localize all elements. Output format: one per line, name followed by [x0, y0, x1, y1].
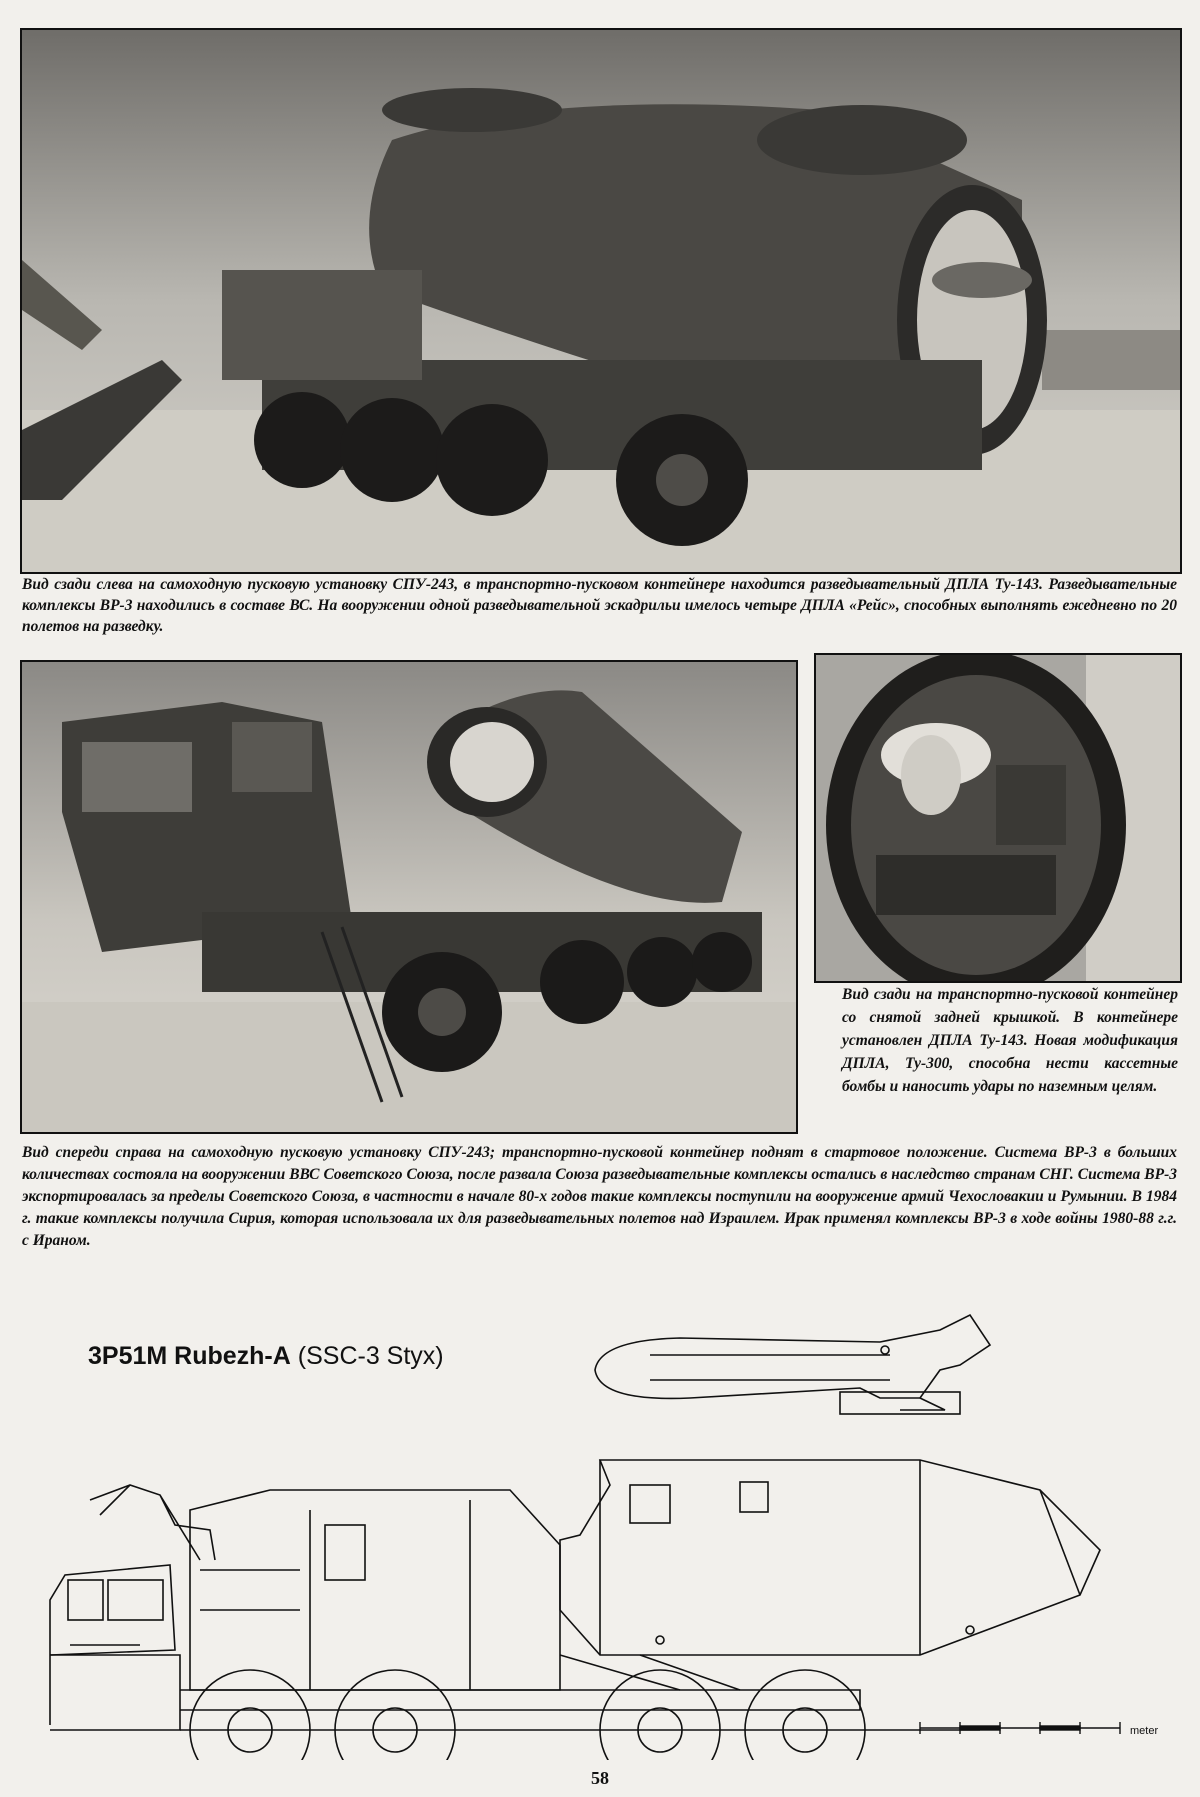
diagram-title-designation: 3P51M Rubezh-A: [88, 1342, 291, 1370]
photo-launcher-rear-left: [20, 28, 1182, 574]
caption-rear-left-view: Вид сзади слева на самоходную пусковую установку СПУ-243, в транспортно-пусковом контейнере находится разведывательный ДПЛА Ту-143. Разведывательные комплексы ВР-3 находились в составе ВС. На вооружении одной разведывательной эскадрильи имелось четыре ДПЛА «Рейс», способных выполнять ежедневно по 20 полетов на разведку.: [22, 576, 1177, 635]
diagram-title-nato-name: (SSC-3 Styx): [297, 1342, 444, 1370]
launch-container-drawing: [560, 1460, 1100, 1655]
missile-drawing: [595, 1315, 990, 1414]
wheels-drawing: [190, 1670, 865, 1760]
photo-launcher-front-right: [20, 660, 798, 1134]
page-number: 58: [591, 1768, 609, 1788]
scale-bar: [920, 1722, 1120, 1734]
caption-container-rear-view: Вид сзади на транспортно-пусковой контейнер со снятой задней крышкой. В контейнере установлен ДПЛА Ту-143. Новая модификация ДПЛА, Ту-300, способна нести кассетные бомбы и наносить удары по наземным целям.: [842, 986, 1178, 1095]
launcher-line-drawing: [40, 1310, 1190, 1760]
caption-front-right-view: Вид спереди справа на самоходную пусковую установку СПУ-243; транспортно-пусковой контейнер поднят в стартовое положение. Система ВР-3 в больших количествах состояла на вооружении ВВС Советского Союза, после развала Союза разведывательные комплексы остались в наследство странам СНГ. Система ВР-3 экспортировалась за пределы Советского Союза, в частности в начале 80-х годов такие комплексы поступили на вооружение армий Чехословакии и Румынии. В 1984 г. такие комплексы получила Сирия, которая использовала их для разведывательных полетов над Израилем. Ирак применял комплексы ВР-3 в ходе войны 1980-88 г.г. с Ираном.: [22, 1144, 1177, 1249]
control-cabin-drawing: [190, 1490, 560, 1690]
scale-unit-label: meter: [1130, 1725, 1159, 1737]
truck-cab-drawing: [50, 1565, 180, 1730]
photo-container-rear: [814, 653, 1182, 983]
